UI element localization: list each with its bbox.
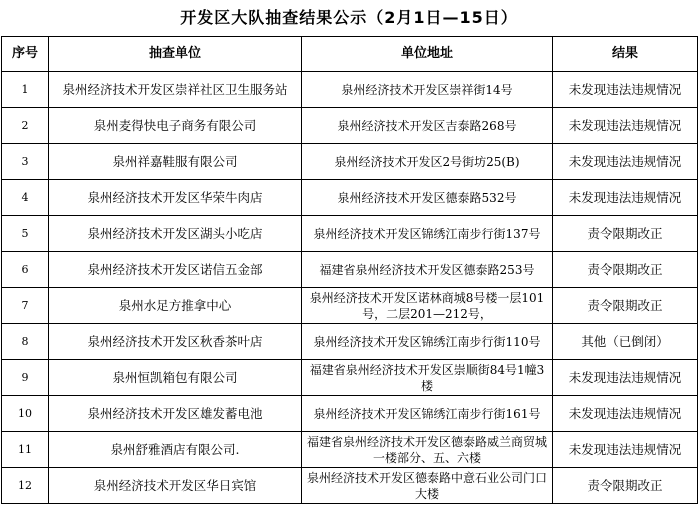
cell-unit: 泉州经济技术开发区华荣牛肉店 xyxy=(49,180,302,216)
cell-result: 其他（已倒闭） xyxy=(553,324,698,360)
cell-seq: 12 xyxy=(2,468,49,504)
table-row xyxy=(2,108,698,144)
cell-address: 福建省泉州经济技术开发区崇顺街84号1幢3楼 xyxy=(302,360,553,396)
cell-address: 泉州经济技术开发区德泰路532号 xyxy=(302,180,553,216)
cell-result: 未发现违法违规情况 xyxy=(553,360,698,396)
cell-seq: 4 xyxy=(2,180,49,216)
cell-result: 未发现违法违规情况 xyxy=(553,432,698,468)
page-title: 开发区大队抽查结果公示（2月1日—15日） xyxy=(180,8,518,27)
cell-address: 福建省泉州经济技术开发区德泰路253号 xyxy=(302,252,553,288)
cell-unit: 泉州经济技术开发区雄发蓄电池 xyxy=(49,396,302,432)
cell-address: 泉州经济技术开发区锦绣江南步行街110号 xyxy=(302,324,553,360)
cell-address: 泉州经济技术开发区2号街坊25(B) xyxy=(302,144,553,180)
cell-result: 责令限期改正 xyxy=(553,216,698,252)
cell-unit: 泉州祥嘉鞋服有限公司 xyxy=(49,144,302,180)
cell-unit: 泉州经济技术开发区秋香茶叶店 xyxy=(49,324,302,360)
table-row xyxy=(2,396,698,432)
cell-unit: 泉州经济技术开发区华日宾馆 xyxy=(49,468,302,504)
header-result: 结果 xyxy=(553,37,698,72)
cell-seq: 11 xyxy=(2,432,49,468)
cell-unit: 泉州经济技术开发区湖头小吃店 xyxy=(49,216,302,252)
table-row xyxy=(2,72,698,108)
table-row xyxy=(2,252,698,288)
table-row xyxy=(2,468,698,504)
cell-seq: 3 xyxy=(2,144,49,180)
cell-unit: 泉州经济技术开发区诺信五金部 xyxy=(49,252,302,288)
table-row xyxy=(2,180,698,216)
cell-seq: 2 xyxy=(2,108,49,144)
table-row xyxy=(2,216,698,252)
cell-address: 泉州经济技术开发区锦绣江南步行街137号 xyxy=(302,216,553,252)
table-body xyxy=(2,72,698,504)
cell-result: 未发现违法违规情况 xyxy=(553,108,698,144)
cell-seq: 6 xyxy=(2,252,49,288)
cell-result: 未发现违法违规情况 xyxy=(553,72,698,108)
cell-result: 未发现违法违规情况 xyxy=(553,144,698,180)
cell-unit: 泉州经济技术开发区崇祥社区卫生服务站 xyxy=(49,72,302,108)
cell-result: 责令限期改正 xyxy=(553,468,698,504)
table-row xyxy=(2,324,698,360)
cell-address: 泉州经济技术开发区德泰路中意石业公司门口大楼 xyxy=(302,468,553,504)
cell-seq: 9 xyxy=(2,360,49,396)
cell-result: 未发现违法违规情况 xyxy=(553,180,698,216)
cell-unit: 泉州水足方推拿中心 xyxy=(49,288,302,324)
cell-seq: 10 xyxy=(2,396,49,432)
cell-address: 泉州经济技术开发区诺林商城8号楼一层101号，二层201—212号， xyxy=(302,288,553,324)
table-row xyxy=(2,144,698,180)
cell-result: 未发现违法违规情况 xyxy=(553,396,698,432)
table-row xyxy=(2,288,698,324)
cell-seq: 5 xyxy=(2,216,49,252)
table-row xyxy=(2,432,698,468)
cell-address: 泉州经济技术开发区吉泰路268号 xyxy=(302,108,553,144)
table-row xyxy=(2,360,698,396)
cell-unit: 泉州恒凯箱包有限公司 xyxy=(49,360,302,396)
header-seq: 序号 xyxy=(2,37,49,72)
results-table xyxy=(1,36,698,504)
cell-result: 责令限期改正 xyxy=(553,252,698,288)
cell-seq: 1 xyxy=(2,72,49,108)
header-unit: 抽查单位 xyxy=(49,37,302,72)
table-header-row xyxy=(2,37,698,72)
cell-seq: 8 xyxy=(2,324,49,360)
cell-address: 泉州经济技术开发区锦绣江南步行街161号 xyxy=(302,396,553,432)
cell-unit: 泉州舒雅酒店有限公司. xyxy=(49,432,302,468)
cell-seq: 7 xyxy=(2,288,49,324)
cell-unit: 泉州麦得快电子商务有限公司 xyxy=(49,108,302,144)
cell-result: 责令限期改正 xyxy=(553,288,698,324)
header-address: 单位地址 xyxy=(302,37,553,72)
cell-address: 福建省泉州经济技术开发区德泰路威兰商贸城一楼部分、五、六楼 xyxy=(302,432,553,468)
cell-address: 泉州经济技术开发区崇祥街14号 xyxy=(302,72,553,108)
